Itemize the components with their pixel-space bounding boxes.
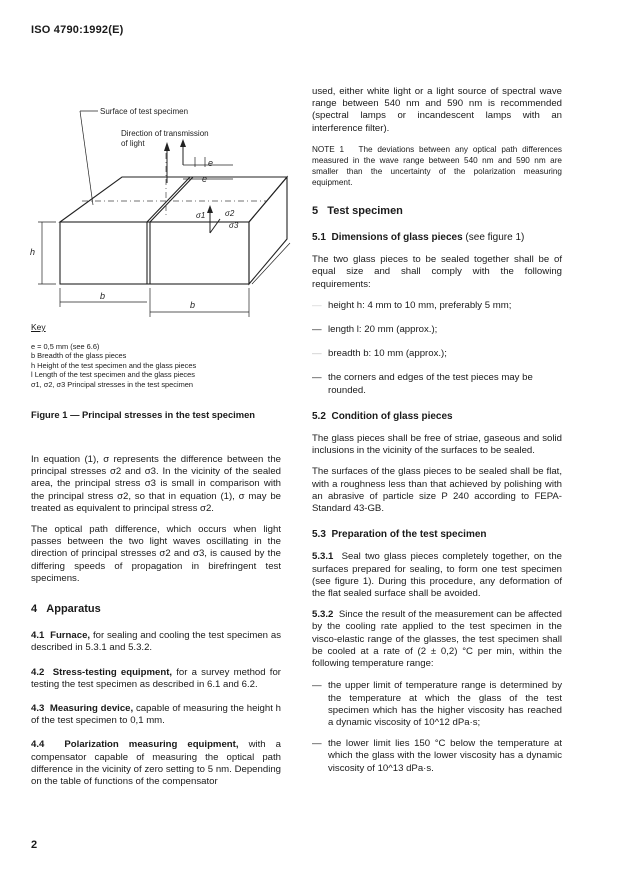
note-1-label: NOTE 1 xyxy=(312,144,345,154)
note-1-text: The deviations between any optical path differences measured in the wave range between 540 nm and 590 nm are smaller than the uncertainty of the polarization measuring equipment. xyxy=(312,144,562,187)
figure-caption: Figure 1 — Principal stresses in the test specimen xyxy=(31,409,256,420)
section-5-3-2-number: 5.3.2 xyxy=(312,609,334,621)
section-5-2-title: Condition of glass pieces xyxy=(331,410,453,422)
dash-marker: — xyxy=(312,738,322,750)
requirement-height xyxy=(312,300,562,312)
dash-marker: — xyxy=(312,372,322,384)
requirement-height-text: height h: 4 mm to 10 mm, preferably 5 mm; xyxy=(328,299,512,311)
item-4-2-head: Stress-testing equipment, xyxy=(52,666,173,678)
dim-h: h xyxy=(30,247,36,257)
item-4-4-text: with a compensator capable of measuring the optical path difference in the vicinity of zero setting to 5 nm. Depending on the table of functions of the compensator xyxy=(31,739,281,788)
item-4-1-text: for sealing and cooling the test specimen as described in 5.3.1 and 5.3.2. xyxy=(31,630,281,654)
left-column xyxy=(31,454,281,788)
section-5-1-title: Dimensions of glass pieces xyxy=(331,232,463,244)
key-title: Key xyxy=(31,322,46,332)
item-4-2 xyxy=(31,667,281,691)
item-4-1 xyxy=(31,630,281,654)
paragraph-optical-path: The optical path difference, which occurs when light passes between the two light waves oscillating in the direction of principal stresses σ2 and σ3, is caused by the differing speeds of propagation in birefringent test specimens. xyxy=(31,524,281,584)
temperature-list xyxy=(312,680,562,774)
dim-e-upper: e xyxy=(208,158,214,168)
sealed-seam-top-2 xyxy=(150,177,193,222)
requirement-corners xyxy=(312,372,562,396)
key-item-h: h Height of the test specimen and the glass pieces xyxy=(31,360,197,370)
item-4-2-number: 4.2 xyxy=(31,666,45,678)
dash-marker: — xyxy=(312,299,322,311)
key-item-b: b Breadth of the glass pieces xyxy=(31,351,127,360)
direction-label-2: of light xyxy=(121,139,145,148)
section-5-3-title: Preparation of the test specimen xyxy=(331,529,487,541)
item-4-4-head: Polarization measuring equipment, xyxy=(64,739,239,751)
paragraph-glass-condition-1: The glass pieces shall be free of striae, gaseous and solid inclusions in the vicinity of the surfaces to be sealed. xyxy=(312,433,562,457)
sealed-seam-top xyxy=(147,177,190,222)
temperature-upper xyxy=(312,680,562,729)
requirement-breadth xyxy=(312,348,562,360)
requirement-corners-text: the corners and edges of the test pieces may be rounded. xyxy=(328,372,533,396)
section-5-1-ref: (see figure 1) xyxy=(465,232,525,244)
item-4-3 xyxy=(31,703,281,727)
item-4-1-head: Furnace, xyxy=(50,630,91,642)
paragraph-equation: In equation (1), σ represents the difference between the principal stresses σ2 and σ3. In the vicinity of the sealed area, the principal stress σ3 is small in comparison with the principal stress σ2, so that in equation (1), σ may be treated as equivalent to principal stress σ2. xyxy=(31,454,281,514)
figure-1-diagram xyxy=(20,95,300,325)
right-column xyxy=(312,86,562,775)
item-4-1-number: 4.1 xyxy=(31,630,45,642)
section-5-2-heading xyxy=(312,411,562,423)
figure-key xyxy=(31,323,291,389)
section-5-3-heading xyxy=(312,529,562,541)
requirement-length xyxy=(312,324,562,336)
section-5-3-1-text: Seal two glass pieces completely together, on the surfaces prepared for sealing, to form one test specimen (see figure 1). During this procedure, any deformation of the flat sealed surface shall be avoided. xyxy=(312,551,562,600)
key-item-l: l Length of the test specimen and the glass pieces xyxy=(31,370,195,379)
item-4-4 xyxy=(31,739,281,788)
sigma-1-label: σ1 xyxy=(196,211,206,220)
requirement-breadth-text: breadth b: 10 mm (approx.); xyxy=(328,348,447,360)
section-4-heading xyxy=(31,603,281,615)
requirement-length-text: length l: 20 mm (approx.); xyxy=(328,324,438,336)
dim-e-lower: e xyxy=(202,174,208,184)
section-4-number: 4 xyxy=(31,603,38,616)
temperature-upper-text: the upper limit of temperature range is determined by the temperature at which the glass of the test specimen which has the higher viscosity has reached a dynamic viscosity of 10^12 dPa·s; xyxy=(328,680,562,728)
item-4-3-text: capable of measuring the height h of the test specimen to 0,1 mm. xyxy=(31,703,281,727)
surface-label: Surface of test specimen xyxy=(100,107,189,116)
section-5-title: Test specimen xyxy=(327,204,403,217)
item-4-4-number: 4.4 xyxy=(31,739,45,751)
section-5-2-number: 5.2 xyxy=(312,410,326,422)
direction-label-1: Direction of transmission xyxy=(121,129,209,138)
item-4-2-text: for a survey method for testing the test specimen as described in 6.1 and 6.2. xyxy=(31,666,281,690)
sigma-2-label: σ2 xyxy=(225,209,235,218)
document-header: ISO 4790:1992(E) xyxy=(31,24,124,36)
item-4-3-number: 4.3 xyxy=(31,703,45,715)
section-5-1-heading xyxy=(312,232,562,244)
dash-marker: — xyxy=(312,348,322,360)
section-5-3-2-text: Since the result of the measurement can be affected by the cooling rate applied to the test specimen in the visco-elastic range of the glasses, the test specimen shall be cooled at a rate of (2 ± 0,2) °C per min, within the following temperature range: xyxy=(312,609,562,670)
paragraph-dimensions: The two glass pieces to be sealed together shall be of equal size and shall comply with the following requirements: xyxy=(312,254,562,290)
paragraph-light-source: used, either white light or a light source of spectral wave range between 540 nm and 590 nm is recommended (spectral lamps or incandescent lamps with an interference filter). xyxy=(312,86,562,134)
dash-marker: — xyxy=(312,324,322,336)
dash-marker: — xyxy=(312,680,322,692)
specimen-front-face xyxy=(60,222,249,284)
requirements-list xyxy=(312,300,562,397)
key-item-sigma: σ1, σ2, σ3 Principal stresses in the test specimen xyxy=(31,379,193,389)
note-1 xyxy=(312,144,562,188)
dim-b-left: b xyxy=(100,291,106,301)
section-5-3-1-number: 5.3.1 xyxy=(312,551,334,563)
specimen-top-face xyxy=(60,177,287,222)
sigma-3-label: σ3 xyxy=(229,221,239,230)
section-5-3-number: 5.3 xyxy=(312,529,326,541)
section-4-title: Apparatus xyxy=(46,603,101,616)
item-4-3-head: Measuring device, xyxy=(49,703,134,715)
specimen-side-face xyxy=(249,177,287,284)
section-5-number: 5 xyxy=(312,204,319,217)
temperature-lower-text: the lower limit lies 150 °C below the temperature at which the glass with the lower viscosity has a dynamic viscosity of 10^13 dPa·s. xyxy=(328,738,562,774)
key-item-e: e = 0,5 mm (see 6.6) xyxy=(31,341,100,351)
section-5-heading xyxy=(312,205,562,217)
paragraph-glass-condition-2: The surfaces of the glass pieces to be sealed shall be flat, with a roughness less than that achieved by polishing with an abrasive of particle size P 240 according to FEPA-Standard 43-GB. xyxy=(312,466,562,515)
dim-b-right: b xyxy=(190,300,196,310)
section-5-1-number: 5.1 xyxy=(312,232,326,244)
temperature-lower xyxy=(312,738,562,775)
paragraph-5-3-2 xyxy=(312,609,562,670)
page-number: 2 xyxy=(31,839,38,851)
paragraph-5-3-1 xyxy=(312,551,562,600)
